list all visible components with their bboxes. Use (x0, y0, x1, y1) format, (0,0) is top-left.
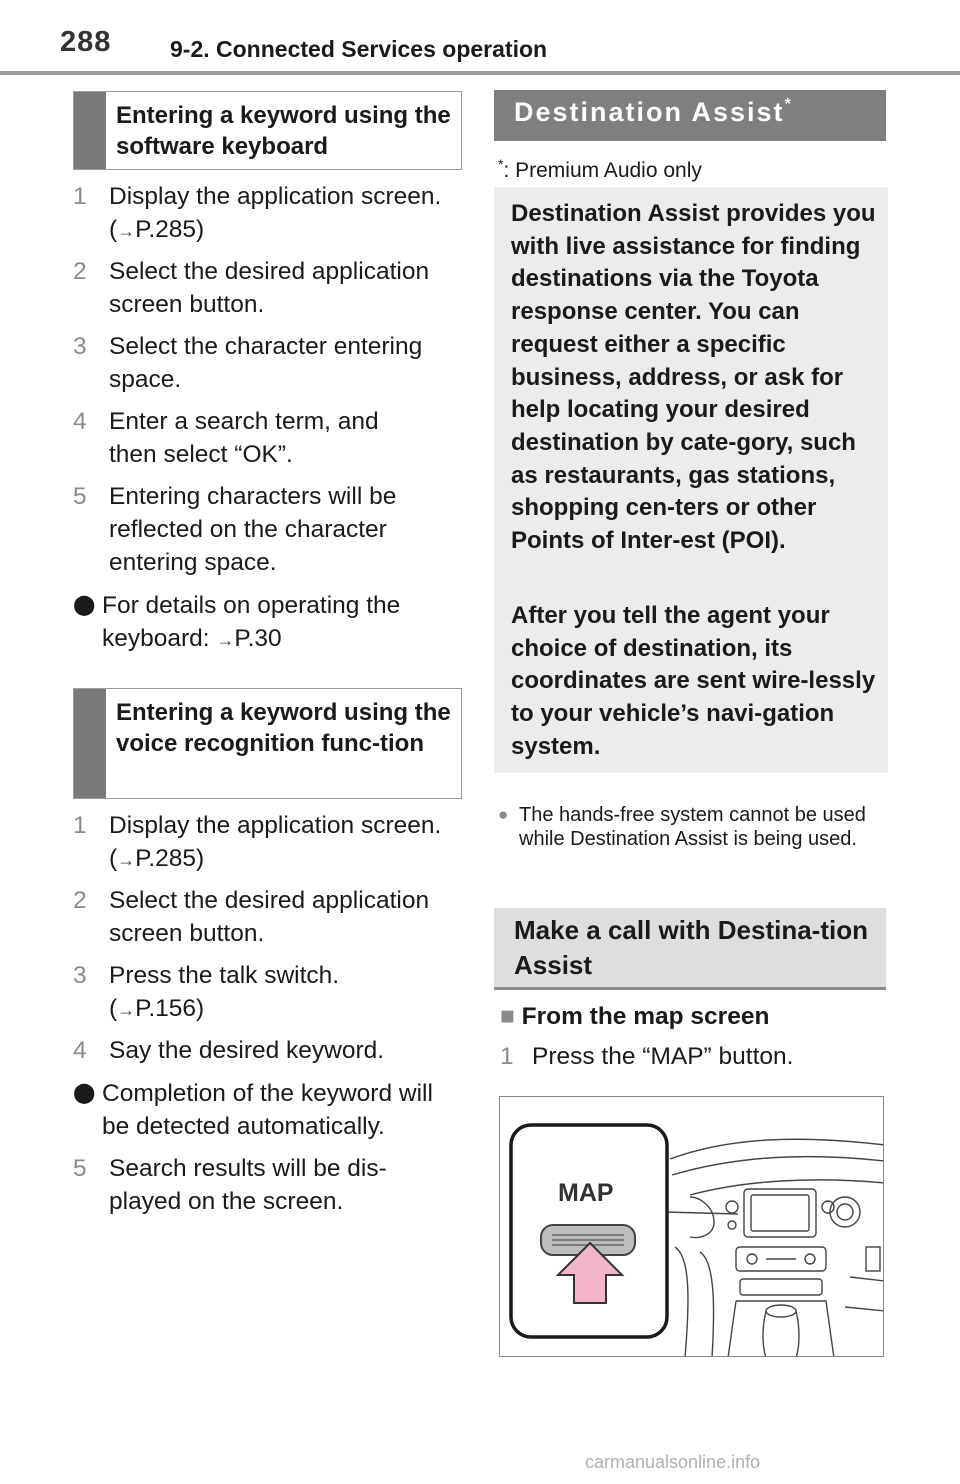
step-number: 5 (73, 1155, 87, 1182)
voice-step-4 (73, 1034, 473, 1068)
step-number: 1 (500, 1043, 514, 1070)
info-paragraph-2: After you tell the agent your choice of destination, its coordinates are sent wire-lessly to your vehicle’s navi-gation system. (511, 602, 876, 760)
call-heading: Make a call with Destina-tion Assist (514, 915, 868, 980)
keyboard-step-4 (73, 405, 473, 471)
voice-bullet (73, 1077, 473, 1143)
step-number: 1 (73, 183, 87, 210)
step-text: Say the desired keyword. (109, 1037, 385, 1064)
step-text: Press the “MAP” button. (532, 1043, 794, 1070)
asterisk-mark: * (498, 156, 504, 172)
bullet-dot-icon: ⬤ (73, 1082, 96, 1104)
bullet-dot-icon: ⬤ (73, 594, 96, 616)
page-number: 288 (60, 26, 112, 58)
page-ref-link[interactable]: P.30 (234, 625, 282, 652)
arrow-right-icon: → (117, 1000, 136, 1020)
step-number: 5 (73, 483, 87, 510)
step-text: Press the talk switch. ( (109, 962, 340, 1022)
step-text: Entering characters will be reflected on the character entering space. (109, 483, 397, 576)
voice-step-5 (73, 1152, 473, 1218)
arrow-right-icon: → (117, 221, 136, 241)
header-rule (0, 71, 960, 75)
step-number: 3 (73, 333, 87, 360)
keyboard-step-1: 1 Display the application screen. (→P.285) (73, 180, 473, 246)
voice-step-3: 3 Press the talk switch. (→P.156) (73, 959, 473, 1025)
note-text: The hands-free system cannot be used while Destination Assist is being used. (519, 804, 866, 850)
destination-assist-heading: Destination Assist (514, 97, 785, 127)
heading-bar (74, 92, 106, 169)
note-circle-icon: ● (498, 805, 509, 824)
keyboard-step-2 (73, 255, 473, 321)
keyboard-heading-box (73, 91, 462, 170)
step-text: Enter a search term, and then select “OK”. (109, 408, 379, 468)
step-text: Search results will be dis-played on the screen. (109, 1155, 387, 1215)
step-text: Select the desired application screen button. (109, 258, 430, 318)
voice-step-1: 1 Display the application screen. (→P.285) (73, 809, 473, 875)
bullet-text: For details on operating the keyboard: (102, 592, 401, 652)
step-text: Display the application screen. ( (109, 183, 442, 243)
info-paragraph-1: Destination Assist provides you with live assistance for finding destinations via the Toyota response center. You can request either a specific business, address, or ask for help locating your desired destination by cate-gory, such as restaurants, gas stations, shopping cen-ters or other Points of Inter-est (POI). (511, 200, 876, 555)
step-number: 2 (73, 258, 87, 285)
call-heading-box (494, 908, 886, 990)
step-text: Select the character entering space. (109, 333, 423, 393)
watermark: carmanualsonline.info (585, 1452, 761, 1472)
map-label: MAP (558, 1179, 614, 1207)
hands-free-note (498, 803, 888, 875)
voice-step-2 (73, 884, 473, 950)
map-button-illustration (499, 1096, 884, 1357)
keyboard-heading: Entering a keyword using the software keyboard (116, 102, 451, 160)
voice-heading: Entering a keyword using the voice recognition func-tion (116, 699, 451, 757)
map-step-1 (500, 1040, 890, 1074)
bullet-text: Completion of the keyword will be detected automatically. (102, 1080, 433, 1140)
keyboard-bullet (73, 589, 473, 655)
step-number: 1 (73, 812, 87, 839)
step-text: Display the application screen. ( (109, 812, 442, 872)
arrow-right-icon: → (117, 850, 136, 870)
page-ref-link[interactable]: P.285 (135, 845, 197, 872)
square-bullet-icon: ■ (500, 1003, 515, 1030)
asterisk-mark: * (784, 96, 793, 113)
arrow-right-icon: → (216, 630, 235, 650)
dashboard-illustration (500, 1097, 884, 1357)
step-number: 4 (73, 1037, 87, 1064)
map-subheading: ■ From the map screen (500, 1003, 770, 1030)
premium-note: *: Premium Audio only (498, 156, 702, 182)
keyboard-step-3 (73, 330, 473, 396)
heading-bar (74, 689, 106, 798)
keyboard-step-5 (73, 480, 473, 580)
page-ref-link[interactable]: P.285 (135, 216, 197, 243)
step-number: 4 (73, 408, 87, 435)
step-number: 2 (73, 887, 87, 914)
section-title: 9-2. Connected Services operation (170, 36, 548, 62)
destination-info-box (494, 187, 888, 773)
step-text: Select the desired application screen button. (109, 887, 430, 947)
step-number: 3 (73, 962, 87, 989)
voice-heading-box (73, 688, 462, 799)
destination-assist-heading-box (494, 90, 886, 141)
page-ref-link[interactable]: P.156 (135, 995, 197, 1022)
